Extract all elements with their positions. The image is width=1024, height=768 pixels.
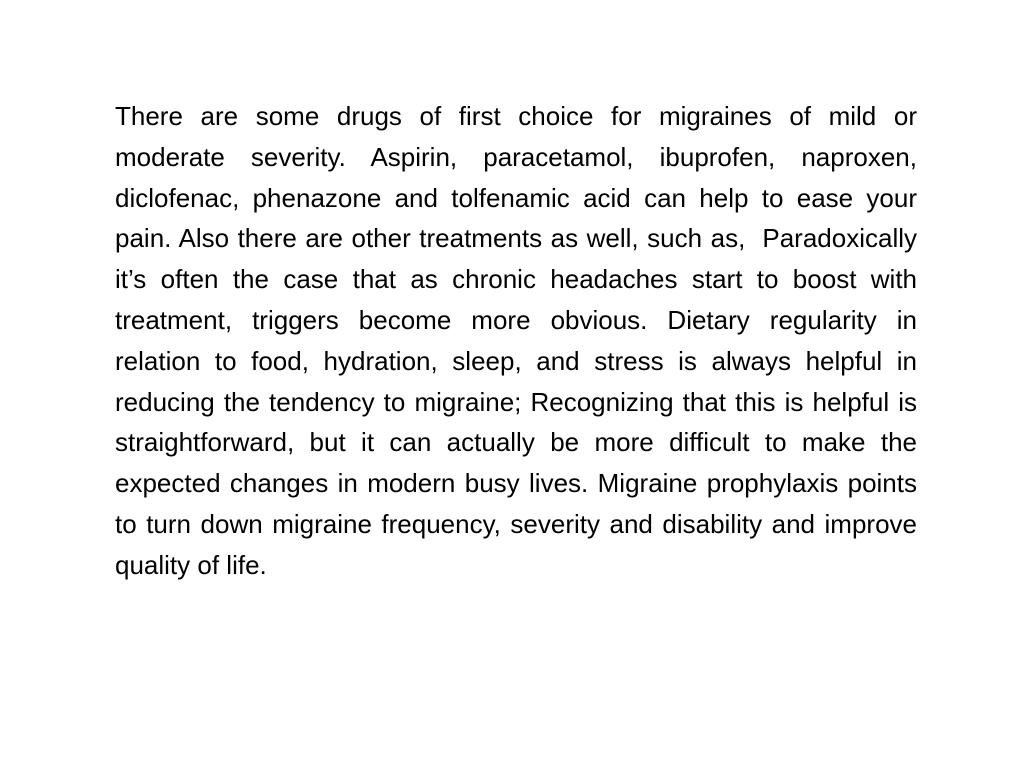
body-paragraph: There are some drugs of first choice for migraines of mild or moderate severity. Aspirin, paracetamol, ibuprofen, naproxen, diclofenac, phenazone and tolfenamic acid can help to ease your pain. Also there are other treatments as well, such as, Paradoxically it’s often the case that as chronic headaches start to boost with treatment, triggers become more obvious. Dietary regularity in relation to food, hydration, sleep, and stress is always helpful in reducing the tendency to migraine; Recognizing that this is helpful is straightforward, but it can actually be more difficult to make the expected changes in modern busy lives. Migraine prophylaxis points to turn down migraine frequency, severity and disability and improve quality of life.	[115, 101, 925, 580]
